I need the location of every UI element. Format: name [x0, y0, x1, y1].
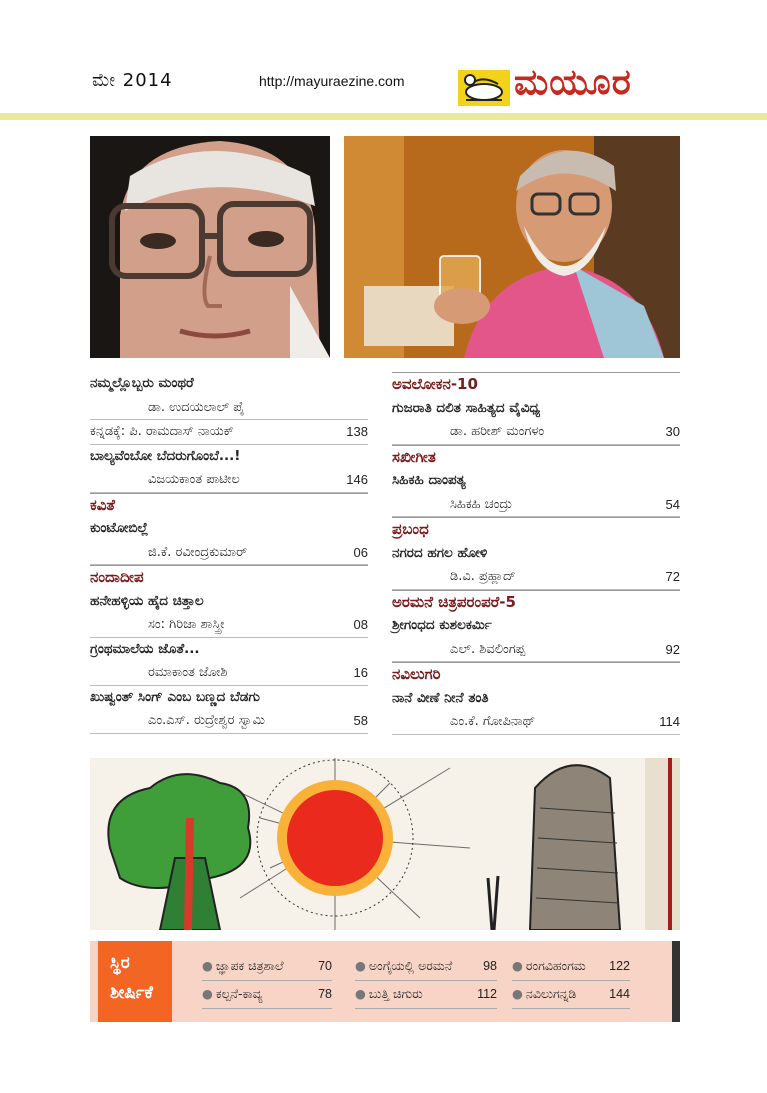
bullet-icon: ●: [355, 958, 366, 973]
regular-column-title: ರಂಗವಿಹಂಗಮ: [525, 958, 586, 973]
page-number: 92: [665, 641, 680, 657]
article-author-row: [392, 420, 680, 445]
article-author-row: [90, 468, 368, 493]
regular-column-item[interactable]: [512, 980, 630, 1009]
page-number: 16: [353, 665, 368, 680]
article-author: ಜಿ.ಕೆ. ರವೀಂದ್ರಕುಮಾರ್: [148, 544, 248, 560]
bullet-icon: ●: [512, 958, 523, 973]
section-heading: ಸಖೀಗೀತ: [392, 445, 680, 470]
article-author: ಎಂ.ಎಸ್. ರುದ್ರೇಶ್ವರ ಸ್ವಾಮಿ: [148, 713, 265, 728]
article-title[interactable]: ಹನೇಹಳ್ಳಿಯ ಹೈದ ಚಿತ್ತಾಲ: [90, 592, 204, 609]
page-number: 122: [609, 959, 630, 973]
article-author: ಎಲ್. ಶಿವಲಿಂಗಪ್ಪ: [450, 641, 526, 657]
article-author: ಎಂ.ಕೆ. ಗೋಪಿನಾಥ್: [450, 714, 536, 729]
regular-column-item[interactable]: [512, 952, 630, 981]
article-author: ಡಿ.ವಿ. ಪ್ರಹ್ಲಾದ್: [450, 569, 516, 584]
article-author-row: [392, 638, 680, 663]
page-number: 08: [353, 617, 368, 632]
issue-date: ಮೇ 2014: [92, 70, 173, 91]
article-title[interactable]: ನಾನೆ ವೀಣೆ ನೀನೆ ತಂತಿ: [392, 689, 489, 706]
article-author-row: [90, 661, 368, 686]
section-heading: ಅರಮನೆ ಚಿತ್ರಪರಂಪರೆ-5: [392, 590, 680, 615]
page-number: 146: [346, 472, 368, 487]
bullet-icon: ●: [512, 986, 523, 1001]
section-heading: ನಂದಾದೀಪ: [90, 565, 368, 590]
bullet-icon: ●: [355, 986, 366, 1001]
article-author: ಸಿಹಿಕಹಿ ಚಂದ್ರು: [450, 496, 513, 512]
article-title[interactable]: ಖುಷ್ವಂತ್ ಸಿಂಗ್ ಎಂಬ ಬಣ್ಣದ ಬೆಡಗು: [90, 688, 260, 705]
article-title[interactable]: ನಗರದ ಹಗಲ ಹೋಳಿ: [392, 544, 488, 561]
page-number: 30: [665, 424, 680, 439]
page-number: 70: [318, 959, 332, 973]
article-author: ಸಂ: ಗಿರಿಜಾ ಶಾಸ್ತ್ರೀ: [148, 617, 225, 632]
article-author: ಡಾ. ಉದಯಲಾಲ್ ಪೈ: [148, 399, 245, 415]
article-author-row: [392, 493, 680, 518]
article-title[interactable]: ಗುಜರಾತಿ ದಲಿತ ಸಾಹಿತ್ಯದ ವೈವಿಧ್ಯ: [392, 399, 541, 416]
section-heading: ನವಿಲುಗರಿ: [392, 662, 680, 687]
portrait-photo-man-glasses: [90, 136, 330, 358]
website-url[interactable]: http://mayuraezine.com: [259, 73, 405, 89]
article-title[interactable]: ಕುಂಟೋಬಿಲ್ಲೆ: [90, 520, 149, 536]
article-title[interactable]: ನಮ್ಮಲ್ಲೊಬ್ಬರು ಮಂಥರೆ: [90, 375, 194, 391]
contents-left-column: [90, 372, 368, 734]
article-author-row: [90, 613, 368, 638]
article-author-row: [90, 709, 368, 734]
illustration-tree-sun: [90, 758, 680, 930]
page-number: 58: [353, 713, 368, 728]
peacock-logo-icon: [458, 70, 510, 106]
section-heading: ಅವಲೋಕನ-10: [392, 372, 680, 397]
article-author-row: [90, 541, 368, 566]
regular-column-item[interactable]: [355, 980, 497, 1009]
article-title[interactable]: ಶ್ರೀಗಂಧದ ಕುಶಲಕರ್ಮಿ: [392, 617, 492, 633]
article-title[interactable]: ಬಾಲ್ಯವೆಂಬೋ ಬೆದರುಗೊಂಬೆ...!: [90, 447, 241, 464]
article-title[interactable]: ಸಿಹಿಕಹಿ ದಾಂಪತ್ಯ: [392, 472, 466, 488]
page-number: 114: [659, 714, 680, 729]
page-number: 144: [609, 987, 630, 1001]
bullet-icon: ●: [202, 958, 213, 973]
page-number: 54: [665, 496, 680, 512]
photo-bearded-man-with-glass: [344, 136, 680, 358]
regular-column-item[interactable]: [202, 952, 332, 981]
article-author: ಕನ್ನಡಕ್ಕೆ: ಪಿ. ರಾಮದಾಸ್ ನಾಯಕ್: [90, 424, 234, 439]
header-rule: [0, 113, 767, 120]
regular-column-title: ಬುತ್ತಿ ಚಿಗುರು: [368, 986, 423, 1001]
magazine-logo: ಮಯೂರ: [514, 62, 632, 103]
article-author: ರಮಾಕಾಂತ ಜೋಶಿ: [148, 665, 228, 680]
regular-column-title: ಜ್ಞಾಪಕ ಚಿತ್ರಶಾಲೆ: [215, 958, 284, 973]
box-edge-bar: [672, 941, 680, 1022]
article-title[interactable]: ಗ್ರಂಥಮಾಲೆಯ ಜೊತೆ...: [90, 640, 200, 657]
article-author-row: [392, 565, 680, 590]
article-author-row: [90, 396, 368, 421]
regular-column-item[interactable]: [355, 952, 497, 981]
regular-columns-label: [98, 941, 172, 1022]
section-heading: ಕವಿತೆ: [90, 493, 368, 518]
page-number: 78: [318, 987, 332, 1001]
article-author: ಡಾ. ಹರೀಶ್ ಮಂಗಳಂ: [450, 424, 545, 439]
contents-right-column: [392, 372, 680, 735]
regular-columns-label-line2: ಶೀರ್ಷಿಕೆ: [110, 983, 153, 1003]
article-author: ವಿಜಯಕಾಂತ ಪಾಟೀಲ: [148, 472, 240, 487]
regular-column-title: ನವಿಲುಗನ್ನಡಿ: [525, 986, 577, 1001]
page-number: 112: [477, 987, 497, 1001]
page-number: 98: [483, 959, 497, 973]
regular-column-title: ಅಂಗೈಯಲ್ಲಿ ಅರಮನೆ: [368, 958, 453, 973]
regular-columns-box: [90, 941, 680, 1022]
page-number: 138: [346, 424, 368, 439]
regular-column-item[interactable]: [202, 980, 332, 1009]
bullet-icon: ●: [202, 986, 213, 1001]
section-heading: ಪ್ರಬಂಧ: [392, 517, 680, 542]
article-author-row: [392, 710, 680, 735]
page-number: 06: [353, 544, 368, 560]
regular-columns-label-line1: ಸ್ಥಿರ: [110, 953, 130, 973]
regular-column-title: ಕಲ್ಪನೆ-ಕಾವ್ಯ: [215, 986, 263, 1001]
article-author-row: [90, 420, 368, 445]
page-number: 72: [665, 569, 680, 584]
